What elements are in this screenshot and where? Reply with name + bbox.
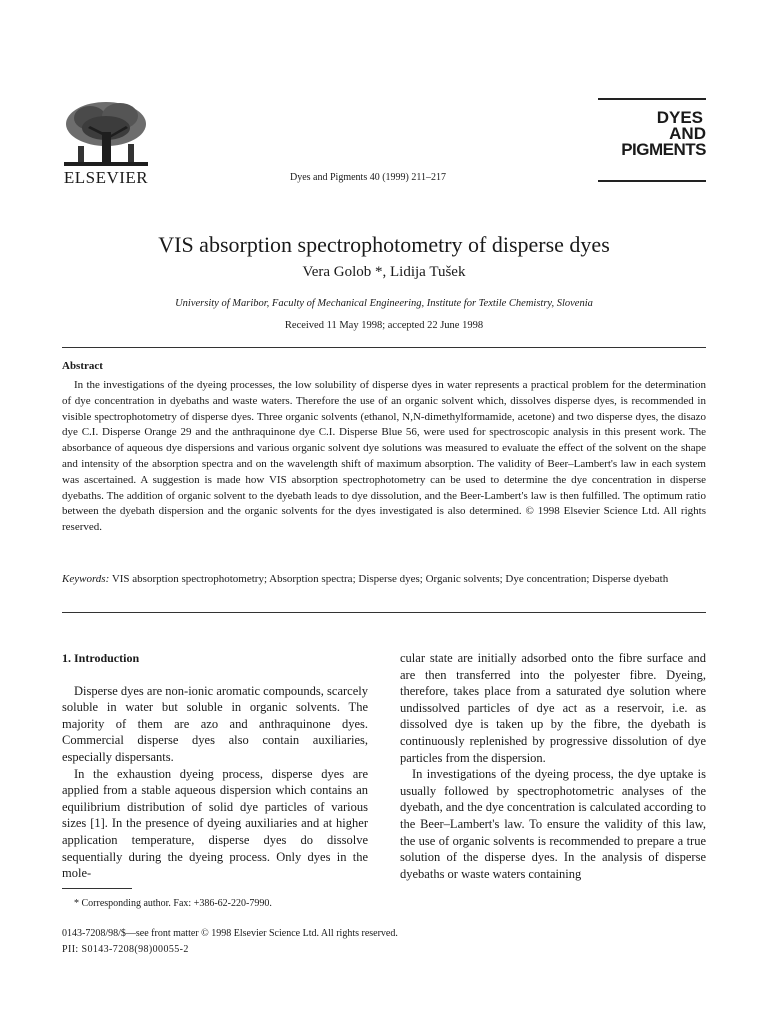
abstract-top-divider [62, 347, 706, 348]
journal-logo-line: PIGMENTS [621, 140, 706, 159]
keywords-list: VIS absorption spectrophotometry; Absorption spectra; Disperse dyes; Organic solvents; Dye concentration; Disperse dyebath [111, 573, 669, 585]
elsevier-tree-icon [60, 98, 152, 170]
body-paragraph: Disperse dyes are non-ionic aromatic compounds, scarcely soluble in water but soluble in organic solvents. The majority of them are azo and anthraquinone dyes. Commercial disperse dyes also contain auxiliaries, especially dispersants. [62, 683, 368, 764]
section-heading: 1. Introduction [62, 651, 140, 665]
received-dates: Received 11 May 1998; accepted 22 June 1998 [284, 320, 484, 331]
keywords-label: Keywords: [62, 573, 110, 585]
abstract-heading: Abstract [62, 360, 103, 372]
body-paragraph: In the exhaustion dyeing process, disperse dyes are applied from a stable aqueous dispersion which contains an equilibrium distribution of solid dye particles of various sizes [1]. In the presence of dyeing auxiliaries and at higher application temperature, disperse dyes do dissolve sequentially during the dyeing process. Only dyes in the mole- [62, 766, 368, 881]
journal-logo-line: AND [669, 124, 706, 143]
body-column-left [62, 650, 368, 882]
author-affiliation: University of Maribor, Faculty of Mechanical Engineering, Institute for Textile Chemistry, Slovenia [175, 298, 593, 309]
body-paragraph: In investigations of the dyeing process, the dye uptake is usually followed by spectrophotometric analyses of the dyebath, and the dye concentration is calculated according to the Beer–Lambert's law. To ensure the validity of this law, the use of organic solvents is recommended to prepare a true solution of the disperse dyes. In the analysis of disperse dyebaths or waste waters containing [400, 767, 706, 881]
publisher-logo [58, 98, 154, 188]
publisher-name: ELSEVIER [63, 168, 149, 187]
footnote-divider [62, 888, 132, 889]
journal-logo-rule-top [598, 98, 706, 100]
pii-identifier: PII: S0143-7208(98)00055-2 [62, 944, 189, 955]
corresponding-author-footnote: * Corresponding author. Fax: +386-62-220-7990. [74, 898, 272, 909]
journal-logo-rule-bottom [598, 180, 706, 182]
journal-citation: Dyes and Pigments 40 (1999) 211–217 [290, 172, 447, 183]
body-column-right [400, 650, 706, 882]
body-paragraph: cular state are initially adsorbed onto the fibre surface and are then transferred into the polyester fibre. Dyeing, therefore, takes place from a saturated dye solution where undissolved particles of dye act as a reservoir, i.e. as dissolved dye is taken up by the fibre, the dyebath is continuously replenished by progressive dissolution of dye particles from the dispersion. [400, 651, 706, 765]
front-matter-note: 0143-7208/98/$—see front matter © 1998 Elsevier Science Ltd. All rights reserved. [62, 928, 398, 939]
abstract-text: In the investigations of the dyeing processes, the low solubility of disperse dyes in water represents a practical problem for the determination of dye concentration in dyebaths and waste waters. Therefore the use of an organic solvent which, dissolves disperse dyes, is recommended in visible spectrophotometry of disperse dyes. Three organic solvents (ethanol, N,N-dimethylformamide, acetone) and two disperse dyes, the disazo dye C.I. Disperse Orange 29 and the anthraquinone dye C.I. Disperse Blue 56, were used for spectroscopic analysis in this present work. The absorbance of aqueous dye dispersions and various organic solvent dye solutions was measured to evaluate the effect of the solvent on the shape and intensity of the absorption spectra and on the wavelength shift of maximum absorption. The validity of Beer–Lambert's law in each system was ascertained. A suggestion is made how VIS absorption spectrophotometry can be used to determine the dye concentration in disperse dyebaths. The addition of organic solvent to the dyebath leads to dye dissolution, and the Beer-Lambert's law is then fulfilled. The optimum ratio between the dyebath dispersion and the organic solvents for the dyes investigated is also determined. © 1998 Elsevier Science Ltd. All rights reserved. [62, 379, 706, 534]
article-authors: Vera Golob *, Lidija Tušek [302, 264, 466, 280]
abstract-bottom-divider [62, 612, 706, 613]
journal-logo-line: DYES [656, 108, 703, 127]
keywords [62, 572, 706, 588]
article-title: VIS absorption spectrophotometry of disperse dyes [158, 232, 610, 257]
journal-logo [598, 110, 706, 158]
